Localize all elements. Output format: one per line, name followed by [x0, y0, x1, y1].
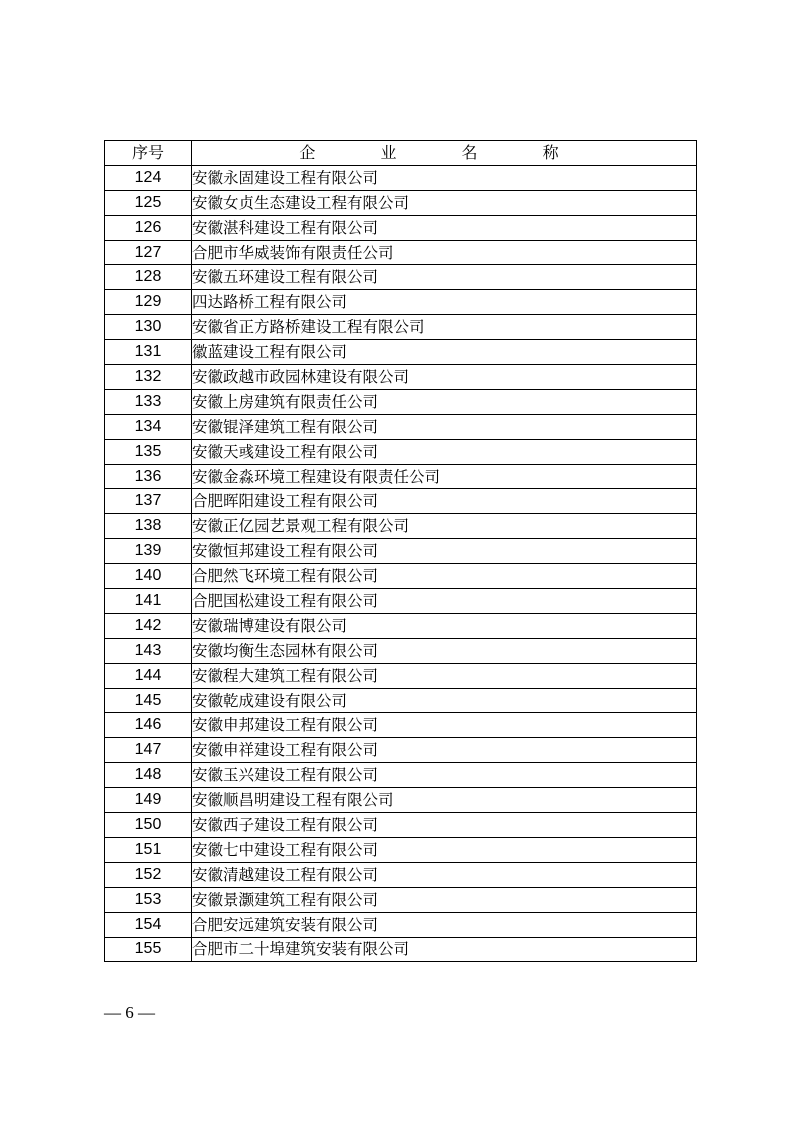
- row-number: 127: [105, 240, 192, 265]
- row-number: 129: [105, 290, 192, 315]
- table-row: [105, 414, 697, 439]
- row-number: 149: [105, 788, 192, 813]
- company-name: 安徽金淼环境工程建设有限责任公司: [192, 464, 697, 489]
- row-number: 132: [105, 365, 192, 390]
- row-number: 143: [105, 638, 192, 663]
- row-number: 150: [105, 813, 192, 838]
- table-row: [105, 887, 697, 912]
- row-number: 133: [105, 389, 192, 414]
- table-row: [105, 912, 697, 937]
- company-name: 安徽上房建筑有限责任公司: [192, 389, 697, 414]
- company-name: 安徽锟泽建筑工程有限公司: [192, 414, 697, 439]
- company-name: 合肥然飞环境工程有限公司: [192, 564, 697, 589]
- table-row: [105, 788, 697, 813]
- company-name: 安徽景灏建筑工程有限公司: [192, 887, 697, 912]
- company-name: 四达路桥工程有限公司: [192, 290, 697, 315]
- row-number: 142: [105, 613, 192, 638]
- table-row: [105, 713, 697, 738]
- row-number: 153: [105, 887, 192, 912]
- table-header-row: [105, 141, 697, 166]
- company-name: 安徽省正方路桥建设工程有限公司: [192, 315, 697, 340]
- company-name: 安徽申邦建设工程有限公司: [192, 713, 697, 738]
- table-row: [105, 464, 697, 489]
- row-number: 140: [105, 564, 192, 589]
- table-row: [105, 813, 697, 838]
- table-row: [105, 290, 697, 315]
- row-number: 154: [105, 912, 192, 937]
- table-row: [105, 613, 697, 638]
- table-row: [105, 215, 697, 240]
- row-number: 148: [105, 763, 192, 788]
- row-number: 139: [105, 539, 192, 564]
- company-name: 合肥晖阳建设工程有限公司: [192, 489, 697, 514]
- company-list-table: [104, 140, 697, 962]
- company-name: 安徽均衡生态园林有限公司: [192, 638, 697, 663]
- table-row: [105, 738, 697, 763]
- row-number: 141: [105, 589, 192, 614]
- company-name: 安徽女贞生态建设工程有限公司: [192, 190, 697, 215]
- column-header-company-name: 企 业 名 称: [192, 141, 697, 166]
- company-name: 安徽西子建设工程有限公司: [192, 813, 697, 838]
- company-name: 合肥市二十埠建筑安装有限公司: [192, 937, 697, 962]
- company-name: 安徽五环建设工程有限公司: [192, 265, 697, 290]
- row-number: 126: [105, 215, 192, 240]
- table-row: [105, 240, 697, 265]
- company-name: 安徽瑞博建设有限公司: [192, 613, 697, 638]
- company-name: 合肥市华威装饰有限责任公司: [192, 240, 697, 265]
- row-number: 130: [105, 315, 192, 340]
- table-row: [105, 663, 697, 688]
- row-number: 134: [105, 414, 192, 439]
- company-name: 合肥国松建设工程有限公司: [192, 589, 697, 614]
- table-row: [105, 837, 697, 862]
- company-name: 安徽程大建筑工程有限公司: [192, 663, 697, 688]
- company-name: 安徽申祥建设工程有限公司: [192, 738, 697, 763]
- table-row: [105, 265, 697, 290]
- company-name: 安徽正亿园艺景观工程有限公司: [192, 514, 697, 539]
- row-number: 144: [105, 663, 192, 688]
- company-name: 徽蓝建设工程有限公司: [192, 340, 697, 365]
- company-name: 安徽永固建设工程有限公司: [192, 165, 697, 190]
- company-name: 安徽政越市政园林建设有限公司: [192, 365, 697, 390]
- column-header-number: 序号: [105, 141, 192, 166]
- company-name: 合肥安远建筑安装有限公司: [192, 912, 697, 937]
- table-row: [105, 165, 697, 190]
- row-number: 138: [105, 514, 192, 539]
- row-number: 136: [105, 464, 192, 489]
- company-name: 安徽恒邦建设工程有限公司: [192, 539, 697, 564]
- row-number: 155: [105, 937, 192, 962]
- company-name: 安徽清越建设工程有限公司: [192, 862, 697, 887]
- page-number: — 6 —: [104, 1003, 155, 1022]
- row-number: 131: [105, 340, 192, 365]
- table-row: [105, 389, 697, 414]
- row-number: 151: [105, 837, 192, 862]
- table-row: [105, 564, 697, 589]
- company-name: 安徽乾成建设有限公司: [192, 688, 697, 713]
- row-number: 147: [105, 738, 192, 763]
- row-number: 137: [105, 489, 192, 514]
- table-row: [105, 190, 697, 215]
- table-row: [105, 937, 697, 962]
- table-row: [105, 315, 697, 340]
- table-row: [105, 489, 697, 514]
- table-row: [105, 862, 697, 887]
- row-number: 146: [105, 713, 192, 738]
- table-row: [105, 763, 697, 788]
- company-name: 安徽玉兴建设工程有限公司: [192, 763, 697, 788]
- table-row: [105, 365, 697, 390]
- row-number: 124: [105, 165, 192, 190]
- row-number: 152: [105, 862, 192, 887]
- table-row: [105, 688, 697, 713]
- table-row: [105, 539, 697, 564]
- table-row: [105, 589, 697, 614]
- row-number: 145: [105, 688, 192, 713]
- table-row: [105, 340, 697, 365]
- row-number: 135: [105, 439, 192, 464]
- table-row: [105, 514, 697, 539]
- table-row: [105, 439, 697, 464]
- company-name: 安徽湛科建设工程有限公司: [192, 215, 697, 240]
- company-name: 安徽顺昌明建设工程有限公司: [192, 788, 697, 813]
- row-number: 128: [105, 265, 192, 290]
- company-name: 安徽天彧建设工程有限公司: [192, 439, 697, 464]
- table-row: [105, 638, 697, 663]
- row-number: 125: [105, 190, 192, 215]
- company-name: 安徽七中建设工程有限公司: [192, 837, 697, 862]
